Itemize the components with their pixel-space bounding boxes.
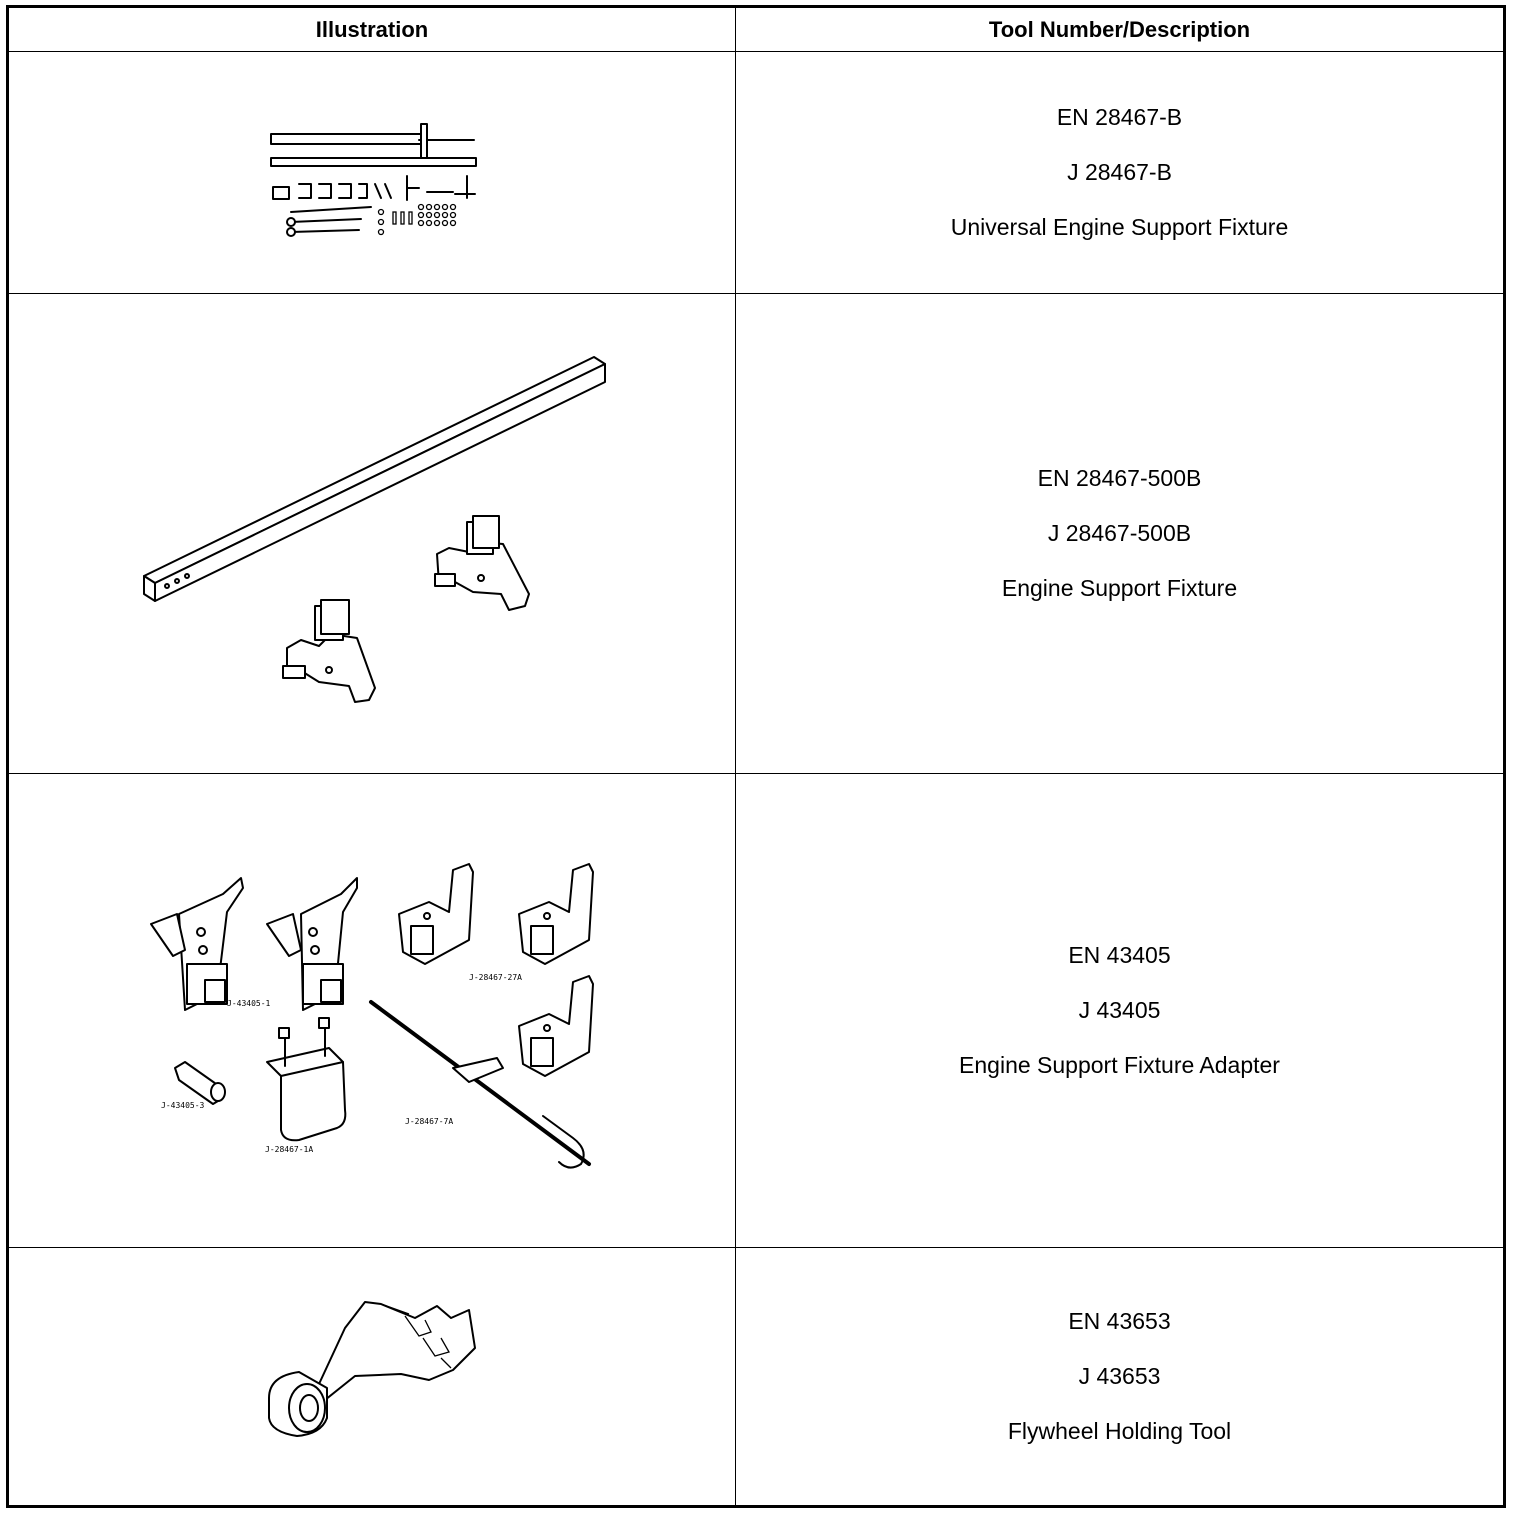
illustration-cell	[9, 294, 736, 773]
part-label: J-43405-3	[161, 1101, 205, 1110]
tool-description-cell	[736, 294, 1503, 773]
illustration-cell	[9, 774, 736, 1247]
table-header-row	[9, 8, 1503, 52]
en-tool-number: EN 28467-B	[1056, 104, 1183, 130]
engine-support-fixture-adapter-parts-icon	[9, 774, 735, 1247]
j-tool-number: J 43653	[1078, 1363, 1161, 1389]
universal-engine-support-fixture-kit-icon	[9, 52, 735, 293]
j-tool-number: J 28467-B	[1067, 159, 1172, 185]
part-label: J-28467-7A	[405, 1117, 454, 1126]
part-label: J-43405-1	[227, 999, 271, 1008]
tool-description: Universal Engine Support Fixture	[950, 214, 1289, 240]
table-row	[9, 774, 1503, 1248]
column-header-illustration: Illustration	[9, 8, 736, 51]
part-label: J-28467-1A	[265, 1145, 314, 1154]
table-row	[9, 52, 1503, 294]
tool-description: Engine Support Fixture	[1001, 575, 1238, 601]
j-tool-number: J 43405	[1078, 997, 1161, 1023]
table-row	[9, 294, 1503, 774]
tool-description: Engine Support Fixture Adapter	[959, 1052, 1280, 1078]
tool-description-cell	[736, 52, 1503, 293]
tool-description-cell	[736, 774, 1503, 1247]
en-tool-number: EN 28467-500B	[1037, 465, 1202, 491]
engine-support-fixture-bar-and-brackets-icon	[9, 294, 735, 773]
column-header-tool-description: Tool Number/Description	[988, 16, 1251, 42]
illustration-cell	[9, 52, 736, 293]
flywheel-holding-tool-icon	[9, 1248, 735, 1504]
special-tools-table	[6, 5, 1506, 1508]
j-tool-number: J 28467-500B	[1047, 520, 1192, 546]
en-tool-number: EN 43405	[1068, 942, 1171, 968]
illustration-cell	[9, 1248, 736, 1505]
table-row	[9, 1248, 1503, 1505]
tool-description: Flywheel Holding Tool	[1007, 1418, 1232, 1444]
part-label: J-28467-27A	[469, 973, 522, 982]
tool-description-cell	[736, 1248, 1503, 1505]
en-tool-number: EN 43653	[1068, 1308, 1171, 1334]
